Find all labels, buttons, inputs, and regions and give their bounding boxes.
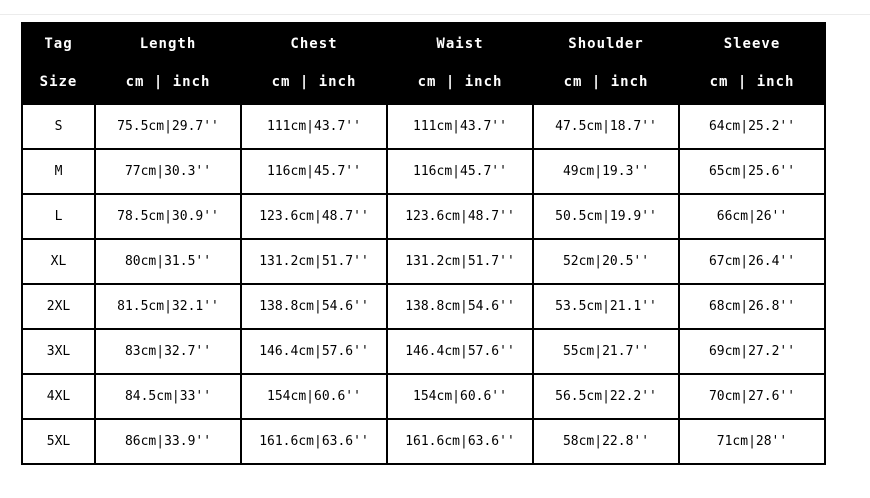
- top-divider-line: [0, 14, 870, 15]
- cell-sleeve: 65cm|25.6'': [679, 149, 825, 194]
- cell-size: M: [22, 149, 95, 194]
- cell-sleeve: 67cm|26.4'': [679, 239, 825, 284]
- cell-shoulder: 52cm|20.5'': [533, 239, 679, 284]
- cell-sleeve: 68cm|26.8'': [679, 284, 825, 329]
- cell-sleeve: 66cm|26'': [679, 194, 825, 239]
- cell-chest: 161.6cm|63.6'': [241, 419, 387, 464]
- cell-sleeve: 69cm|27.2'': [679, 329, 825, 374]
- cell-length: 84.5cm|33'': [95, 374, 241, 419]
- cell-chest: 131.2cm|51.7'': [241, 239, 387, 284]
- table-row: [22, 194, 825, 239]
- column-header-sleeve: [679, 23, 825, 104]
- column-unit: cm | inch: [563, 74, 649, 90]
- cell-sleeve: 70cm|27.6'': [679, 374, 825, 419]
- column-label: Sleeve: [723, 36, 781, 52]
- cell-waist: 154cm|60.6'': [387, 374, 533, 419]
- cell-shoulder: 53.5cm|21.1'': [533, 284, 679, 329]
- table-body: [22, 104, 825, 464]
- cell-chest: 154cm|60.6'': [241, 374, 387, 419]
- table-row: [22, 419, 825, 464]
- table-row: [22, 104, 825, 149]
- cell-waist: 131.2cm|51.7'': [387, 239, 533, 284]
- cell-length: 83cm|32.7'': [95, 329, 241, 374]
- header-row: [22, 23, 825, 104]
- column-unit: Size: [39, 74, 78, 90]
- cell-size: 3XL: [22, 329, 95, 374]
- cell-size: XL: [22, 239, 95, 284]
- cell-length: 78.5cm|30.9'': [95, 194, 241, 239]
- cell-waist: 138.8cm|54.6'': [387, 284, 533, 329]
- cell-shoulder: 56.5cm|22.2'': [533, 374, 679, 419]
- cell-shoulder: 55cm|21.7'': [533, 329, 679, 374]
- cell-chest: 146.4cm|57.6'': [241, 329, 387, 374]
- cell-sleeve: 64cm|25.2'': [679, 104, 825, 149]
- column-header-chest: [241, 23, 387, 104]
- column-unit: cm | inch: [709, 74, 795, 90]
- cell-size: L: [22, 194, 95, 239]
- cell-waist: 161.6cm|63.6'': [387, 419, 533, 464]
- cell-size: 4XL: [22, 374, 95, 419]
- cell-size: 2XL: [22, 284, 95, 329]
- column-label: Shoulder: [568, 36, 644, 52]
- cell-chest: 111cm|43.7'': [241, 104, 387, 149]
- cell-shoulder: 50.5cm|19.9'': [533, 194, 679, 239]
- cell-length: 81.5cm|32.1'': [95, 284, 241, 329]
- column-label: Chest: [290, 36, 338, 52]
- cell-shoulder: 47.5cm|18.7'': [533, 104, 679, 149]
- table-row: [22, 329, 825, 374]
- table-row: [22, 374, 825, 419]
- column-label: Waist: [436, 36, 484, 52]
- cell-length: 86cm|33.9'': [95, 419, 241, 464]
- column-label: Length: [139, 36, 197, 52]
- column-unit: cm | inch: [271, 74, 357, 90]
- cell-shoulder: 58cm|22.8'': [533, 419, 679, 464]
- cell-size: 5XL: [22, 419, 95, 464]
- column-header-shoulder: [533, 23, 679, 104]
- table-row: [22, 239, 825, 284]
- table-row: [22, 284, 825, 329]
- cell-length: 80cm|31.5'': [95, 239, 241, 284]
- column-unit: cm | inch: [125, 74, 211, 90]
- cell-chest: 123.6cm|48.7'': [241, 194, 387, 239]
- cell-size: S: [22, 104, 95, 149]
- cell-shoulder: 49cm|19.3'': [533, 149, 679, 194]
- column-header-waist: [387, 23, 533, 104]
- size-table: [21, 22, 826, 465]
- cell-length: 75.5cm|29.7'': [95, 104, 241, 149]
- cell-length: 77cm|30.3'': [95, 149, 241, 194]
- cell-waist: 123.6cm|48.7'': [387, 194, 533, 239]
- column-header-length: [95, 23, 241, 104]
- cell-waist: 116cm|45.7'': [387, 149, 533, 194]
- cell-chest: 138.8cm|54.6'': [241, 284, 387, 329]
- column-unit: cm | inch: [417, 74, 503, 90]
- cell-sleeve: 71cm|28'': [679, 419, 825, 464]
- cell-waist: 111cm|43.7'': [387, 104, 533, 149]
- table-row: [22, 149, 825, 194]
- table-header: [22, 23, 825, 104]
- cell-chest: 116cm|45.7'': [241, 149, 387, 194]
- cell-waist: 146.4cm|57.6'': [387, 329, 533, 374]
- column-label: Tag: [44, 36, 73, 52]
- column-header-tag: [22, 23, 95, 104]
